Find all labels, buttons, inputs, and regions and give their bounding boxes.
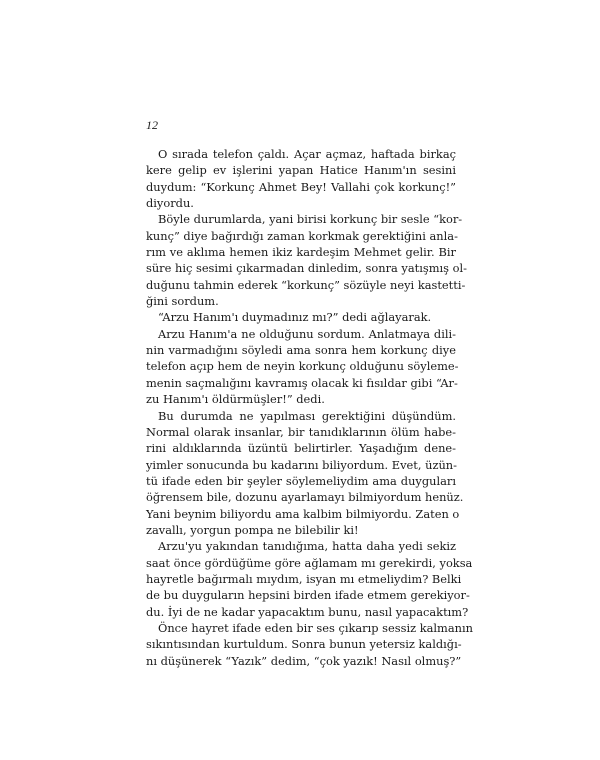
text-line: du. İyi de ne kadar yapacaktım bunu, nasıl yapacaktım? <box>146 604 469 619</box>
text-line: Arzu Hanım'a ne olduğunu sordum. Anlatmaya dili- <box>158 326 456 341</box>
text-line: sıkıntısından kurtuldum. Sonra bunun yetersiz kaldığı- <box>146 637 462 652</box>
text-line: diyordu. <box>146 196 194 211</box>
text-line: Önce hayret ifade eden bir ses çıkarıp sessiz kalmanın <box>158 620 473 635</box>
text-line: ğini sordum. <box>146 294 219 309</box>
text-line: Normal olarak insanlar, bir tanıdıklarının ölüm habe- <box>146 424 456 439</box>
text-line: rini aldıklarında üzüntü belirtirler. Yaşadığım dene- <box>146 441 456 456</box>
text-line: menin saçmalığını kavramış olacak ki fısıldar gibi “Ar- <box>146 375 458 390</box>
text-line: duğunu tahmin ederek “korkunç” sözüyle neyi kastetti- <box>146 277 466 292</box>
text-line: Bu durumda ne yapılması gerektiğini düşündüm. <box>158 408 456 423</box>
text-line: süre hiç sesimi çıkarmadan dinledim, sonra yatışmış ol- <box>146 261 467 276</box>
text-line: de bu duyguların hepsini birden ifade etmem gerekiyor- <box>146 588 470 603</box>
text-line: nin varmadığını söyledi ama sonra hem korkunç diye <box>146 343 456 358</box>
text-line: nı düşünerek “Yazık” dedim, “çok yazık! Nasıl olmuş?” <box>146 653 462 668</box>
text-line: “Arzu Hanım'ı duymadınız mı?” dedi ağlayarak. <box>158 310 432 325</box>
text-line: hayretle bağırmalı mıydım, isyan mı etmeliydim? Belki <box>146 571 462 586</box>
text-line: Arzu'yu yakından tanıdığıma, hatta daha yedi sekiz <box>158 539 456 554</box>
text-line: duydum: “Korkunç Ahmet Bey! Vallahi çok korkunç!” <box>146 179 456 194</box>
text-line: Yani beynim biliyordu ama kalbim bilmiyordu. Zaten o <box>146 506 460 521</box>
text-line: kunç” diye bağırdığı zaman korkmak gerektiğini anla- <box>146 228 458 243</box>
text-line: Böyle durumlarda, yani birisi korkunç bir sesle “kor- <box>158 212 463 227</box>
text-line: telefon açıp hem de neyin korkunç olduğunu söyleme- <box>146 359 459 374</box>
body-text <box>146 146 473 669</box>
text-line: öğrensem bile, dozunu ayarlamayı bilmiyordum henüz. <box>146 490 464 505</box>
text-line: rım ve aklıma hemen ikiz kardeşim Mehmet gelir. Bir <box>146 245 456 260</box>
text-line: zu Hanım'ı öldürmüşler!” dedi. <box>146 392 325 407</box>
text-line: tü ifade eden bir şeyler söylemeliydim ama duyguları <box>146 473 456 488</box>
text-line: O sırada telefon çaldı. Açar açmaz, haftada birkaç <box>158 147 456 161</box>
text-line: zavallı, yorgun pompa ne bilebilir ki! <box>146 522 359 537</box>
text-line: saat önce gördüğüme göre ağlamam mı gerekirdi, yoksa <box>146 555 473 570</box>
page-number: 12 <box>146 118 158 132</box>
text-line: kere gelip ev işlerini yapan Hatice Hanım'ın sesini <box>146 163 456 178</box>
text-line: yimler sonucunda bu kadarını biliyordum. Evet, üzün- <box>146 457 457 472</box>
